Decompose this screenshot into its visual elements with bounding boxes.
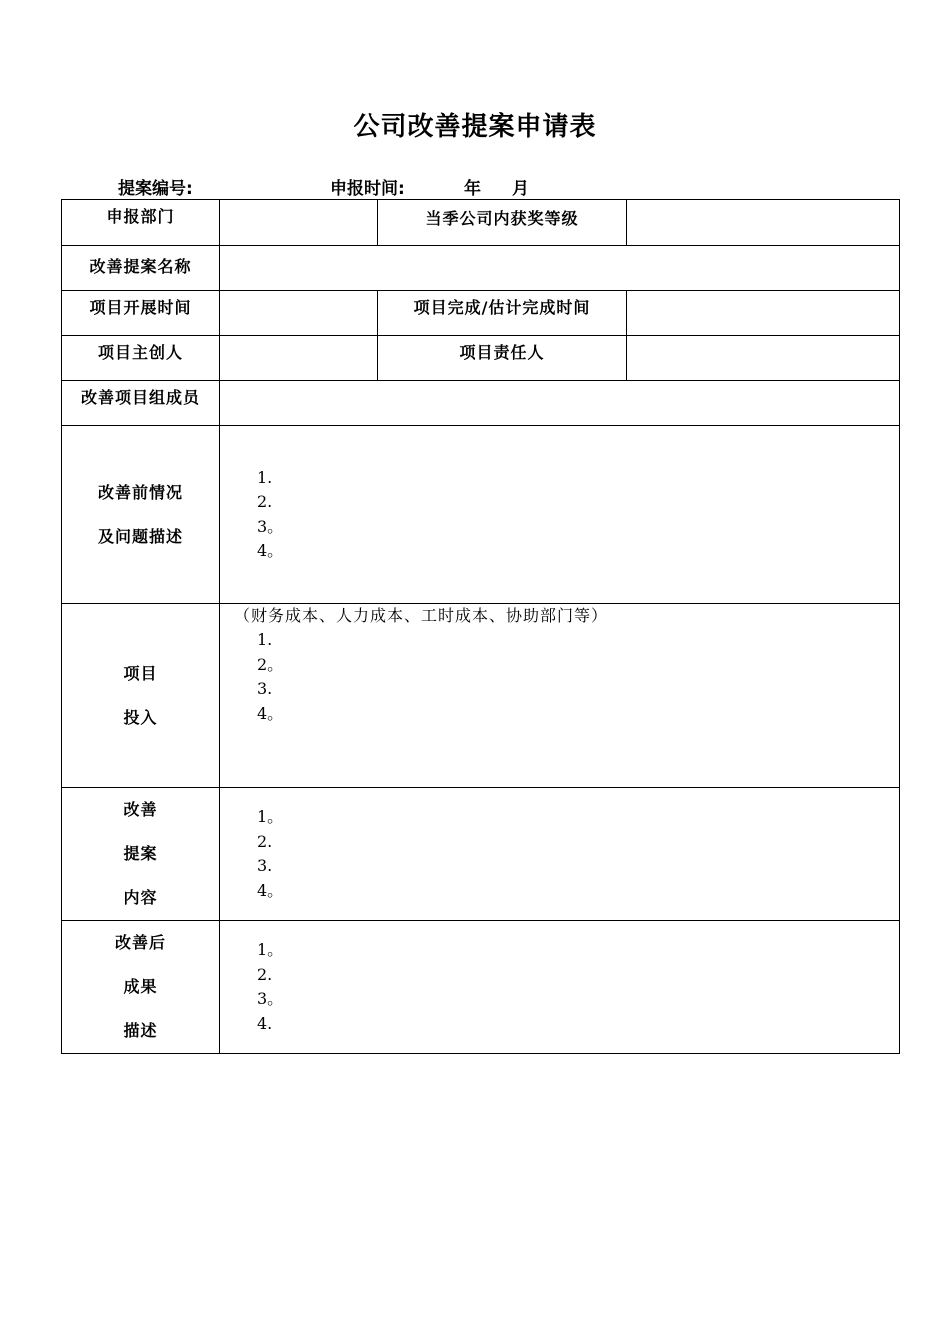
list-item: 1。 (257, 940, 284, 959)
list-item: 2. (257, 831, 273, 851)
after-list (220, 938, 899, 1036)
content-label-line: 提案 (123, 844, 158, 863)
list-item: 2。 (257, 654, 284, 674)
row-before (62, 426, 900, 604)
list-item: 4. (257, 1013, 273, 1033)
dept-field[interactable] (220, 200, 378, 246)
investment-note: （财务成本、人力成本、工时成本、协助部门等） (234, 606, 609, 625)
start-time-label: 项目开展时间 (62, 291, 220, 336)
after-body[interactable] (220, 921, 900, 1054)
row-content (62, 788, 900, 921)
list-item: 3. (257, 856, 273, 875)
list-item: 4。 (257, 703, 284, 723)
row-people (62, 336, 900, 381)
after-label-line: 成果 (123, 977, 158, 996)
list-item: 3。 (257, 989, 284, 1008)
list-item: 1。 (257, 807, 284, 826)
proposal-name-field[interactable] (220, 246, 900, 291)
members-field[interactable] (220, 381, 900, 426)
finish-time-field[interactable] (627, 291, 900, 336)
investment-list (220, 628, 899, 726)
award-label: 当季公司内获奖等级 (378, 200, 627, 246)
dept-label: 申报部门 (62, 200, 220, 246)
before-list (220, 466, 899, 564)
content-label (62, 788, 220, 921)
after-label (62, 921, 220, 1054)
investment-label-line: 项目 (123, 663, 158, 683)
row-name (62, 246, 900, 291)
list-item: 1. (257, 467, 273, 487)
report-time-label: 申报时间: (330, 179, 405, 199)
award-field[interactable] (627, 200, 900, 246)
page-title: 公司改善提案申请表 (353, 112, 597, 142)
finish-time-label: 项目完成/估计完成时间 (378, 291, 627, 336)
list-item: 1. (257, 630, 273, 649)
proposal-form-table (61, 199, 900, 1054)
proposal-name-label: 改善提案名称 (62, 246, 220, 291)
before-label-line: 改善前情况 (97, 482, 183, 502)
investment-label-line: 投入 (123, 707, 158, 727)
year-label: 年 (464, 179, 481, 199)
row-members (62, 381, 900, 426)
row-dept (62, 200, 900, 246)
row-after (62, 921, 900, 1054)
before-content[interactable] (220, 426, 900, 604)
content-label-line: 改善 (123, 800, 158, 819)
members-label: 改善项目组成员 (62, 381, 220, 426)
list-item: 4。 (257, 880, 284, 900)
list-item: 2. (257, 964, 273, 984)
list-item: 4。 (257, 541, 284, 560)
proposal-no-label: 提案编号: (118, 179, 193, 199)
investment-content[interactable] (220, 604, 900, 788)
content-body[interactable] (220, 788, 900, 921)
list-item: 3。 (257, 516, 284, 536)
after-label-line: 描述 (123, 1021, 158, 1040)
month-label: 月 (512, 179, 529, 199)
content-list (220, 805, 899, 903)
investment-label (62, 604, 220, 788)
before-label-line: 及问题描述 (97, 526, 183, 546)
initiator-label: 项目主创人 (62, 336, 220, 381)
after-label-line: 改善后 (114, 933, 166, 952)
start-time-field[interactable] (220, 291, 378, 336)
row-investment (62, 604, 900, 788)
owner-field[interactable] (627, 336, 900, 381)
list-item: 3. (257, 679, 273, 698)
owner-label: 项目责任人 (378, 336, 627, 381)
initiator-field[interactable] (220, 336, 378, 381)
row-time (62, 291, 900, 336)
before-label (62, 426, 220, 604)
list-item: 2. (257, 492, 273, 511)
content-label-line: 内容 (123, 888, 158, 907)
